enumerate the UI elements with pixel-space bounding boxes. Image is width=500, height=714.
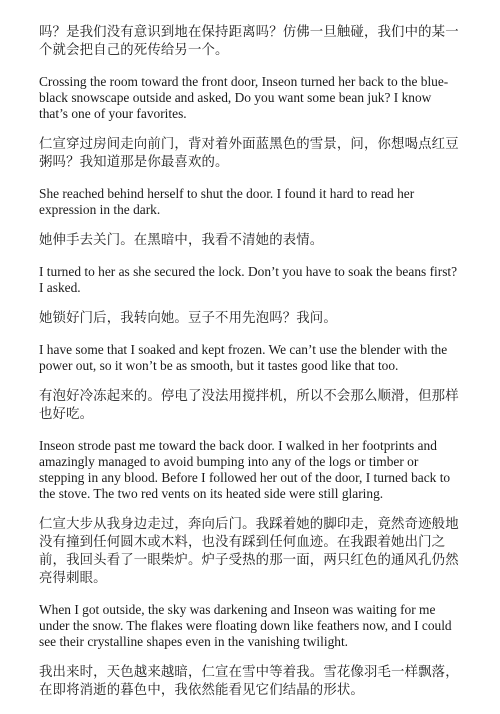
paragraph-zh: 吗？是我们没有意识到地在保持距离吗？仿佛一旦触碰，我们中的某一个就会把自己的死传给另一个。 [39,25,459,58]
paragraph-zh: 她伸手去关门。在黑暗中，我看不清她的表情。 [39,233,324,248]
paragraph-zh: 她锁好门后，我转向她。豆子不用先泡吗？我问。 [39,311,337,326]
paragraph-en: When I got outside, the sky was darkening and Inseon was waiting for me under the snow. The flakes were floating down like feathers now, and I could see their crystalline shapes even in the vanishing twilight. [39,602,452,649]
paragraph-en: I turned to her as she secured the lock. Don’t you have to soak the beans first? I asked. [39,264,458,295]
paragraph-en: Crossing the room toward the front door, Inseon turned her back to the blue-black snowscape outside and asked, Do you want some bean juk? I know that’s one of your favorites. [39,74,449,121]
paragraph-en: Inseon strode past me toward the back door. I walked in her footprints and amazingly managed to avoid bumping into any of the logs or timber or stepping in any blood. Before I followed her out of the door, I turned back to the stove. The two red vents on its heated side were still glaring. [39,438,451,501]
paragraph-en: She reached behind herself to shut the door. I found it hard to read her expression in the dark. [39,186,415,217]
document-page [39,24,461,714]
paragraph-zh: 我出来时，天色越来越暗，仁宣在雪中等着我。雪花像羽毛一样飘落，在即将消逝的暮色中，我依然能看见它们结晶的形状。 [39,665,459,698]
paragraph-zh: 有泡好冷冻起来的。停电了没法用搅拌机，所以不会那么顺滑，但那样也好吃。 [39,389,459,422]
paragraph-zh: 仁宣大步从我身边走过，奔向后门。我踩着她的脚印走，竟然奇迹般地没有撞到任何圆木或木料，也没有踩到任何血迹。在我跟着她出门之前，我回头看了一眼柴炉。炉子受热的那一面，两只红色的通风孔仍然亮得刺眼。 [39,517,459,586]
paragraph-en: I have some that I soaked and kept frozen. We can’t use the blender with the power out, so it won’t be as smooth, but it tastes good like that too. [39,342,448,373]
paragraph-zh: 仁宣穿过房间走向前门，背对着外面蓝黑色的雪景，问，你想喝点红豆粥吗？我知道那是你最喜欢的。 [39,137,459,170]
